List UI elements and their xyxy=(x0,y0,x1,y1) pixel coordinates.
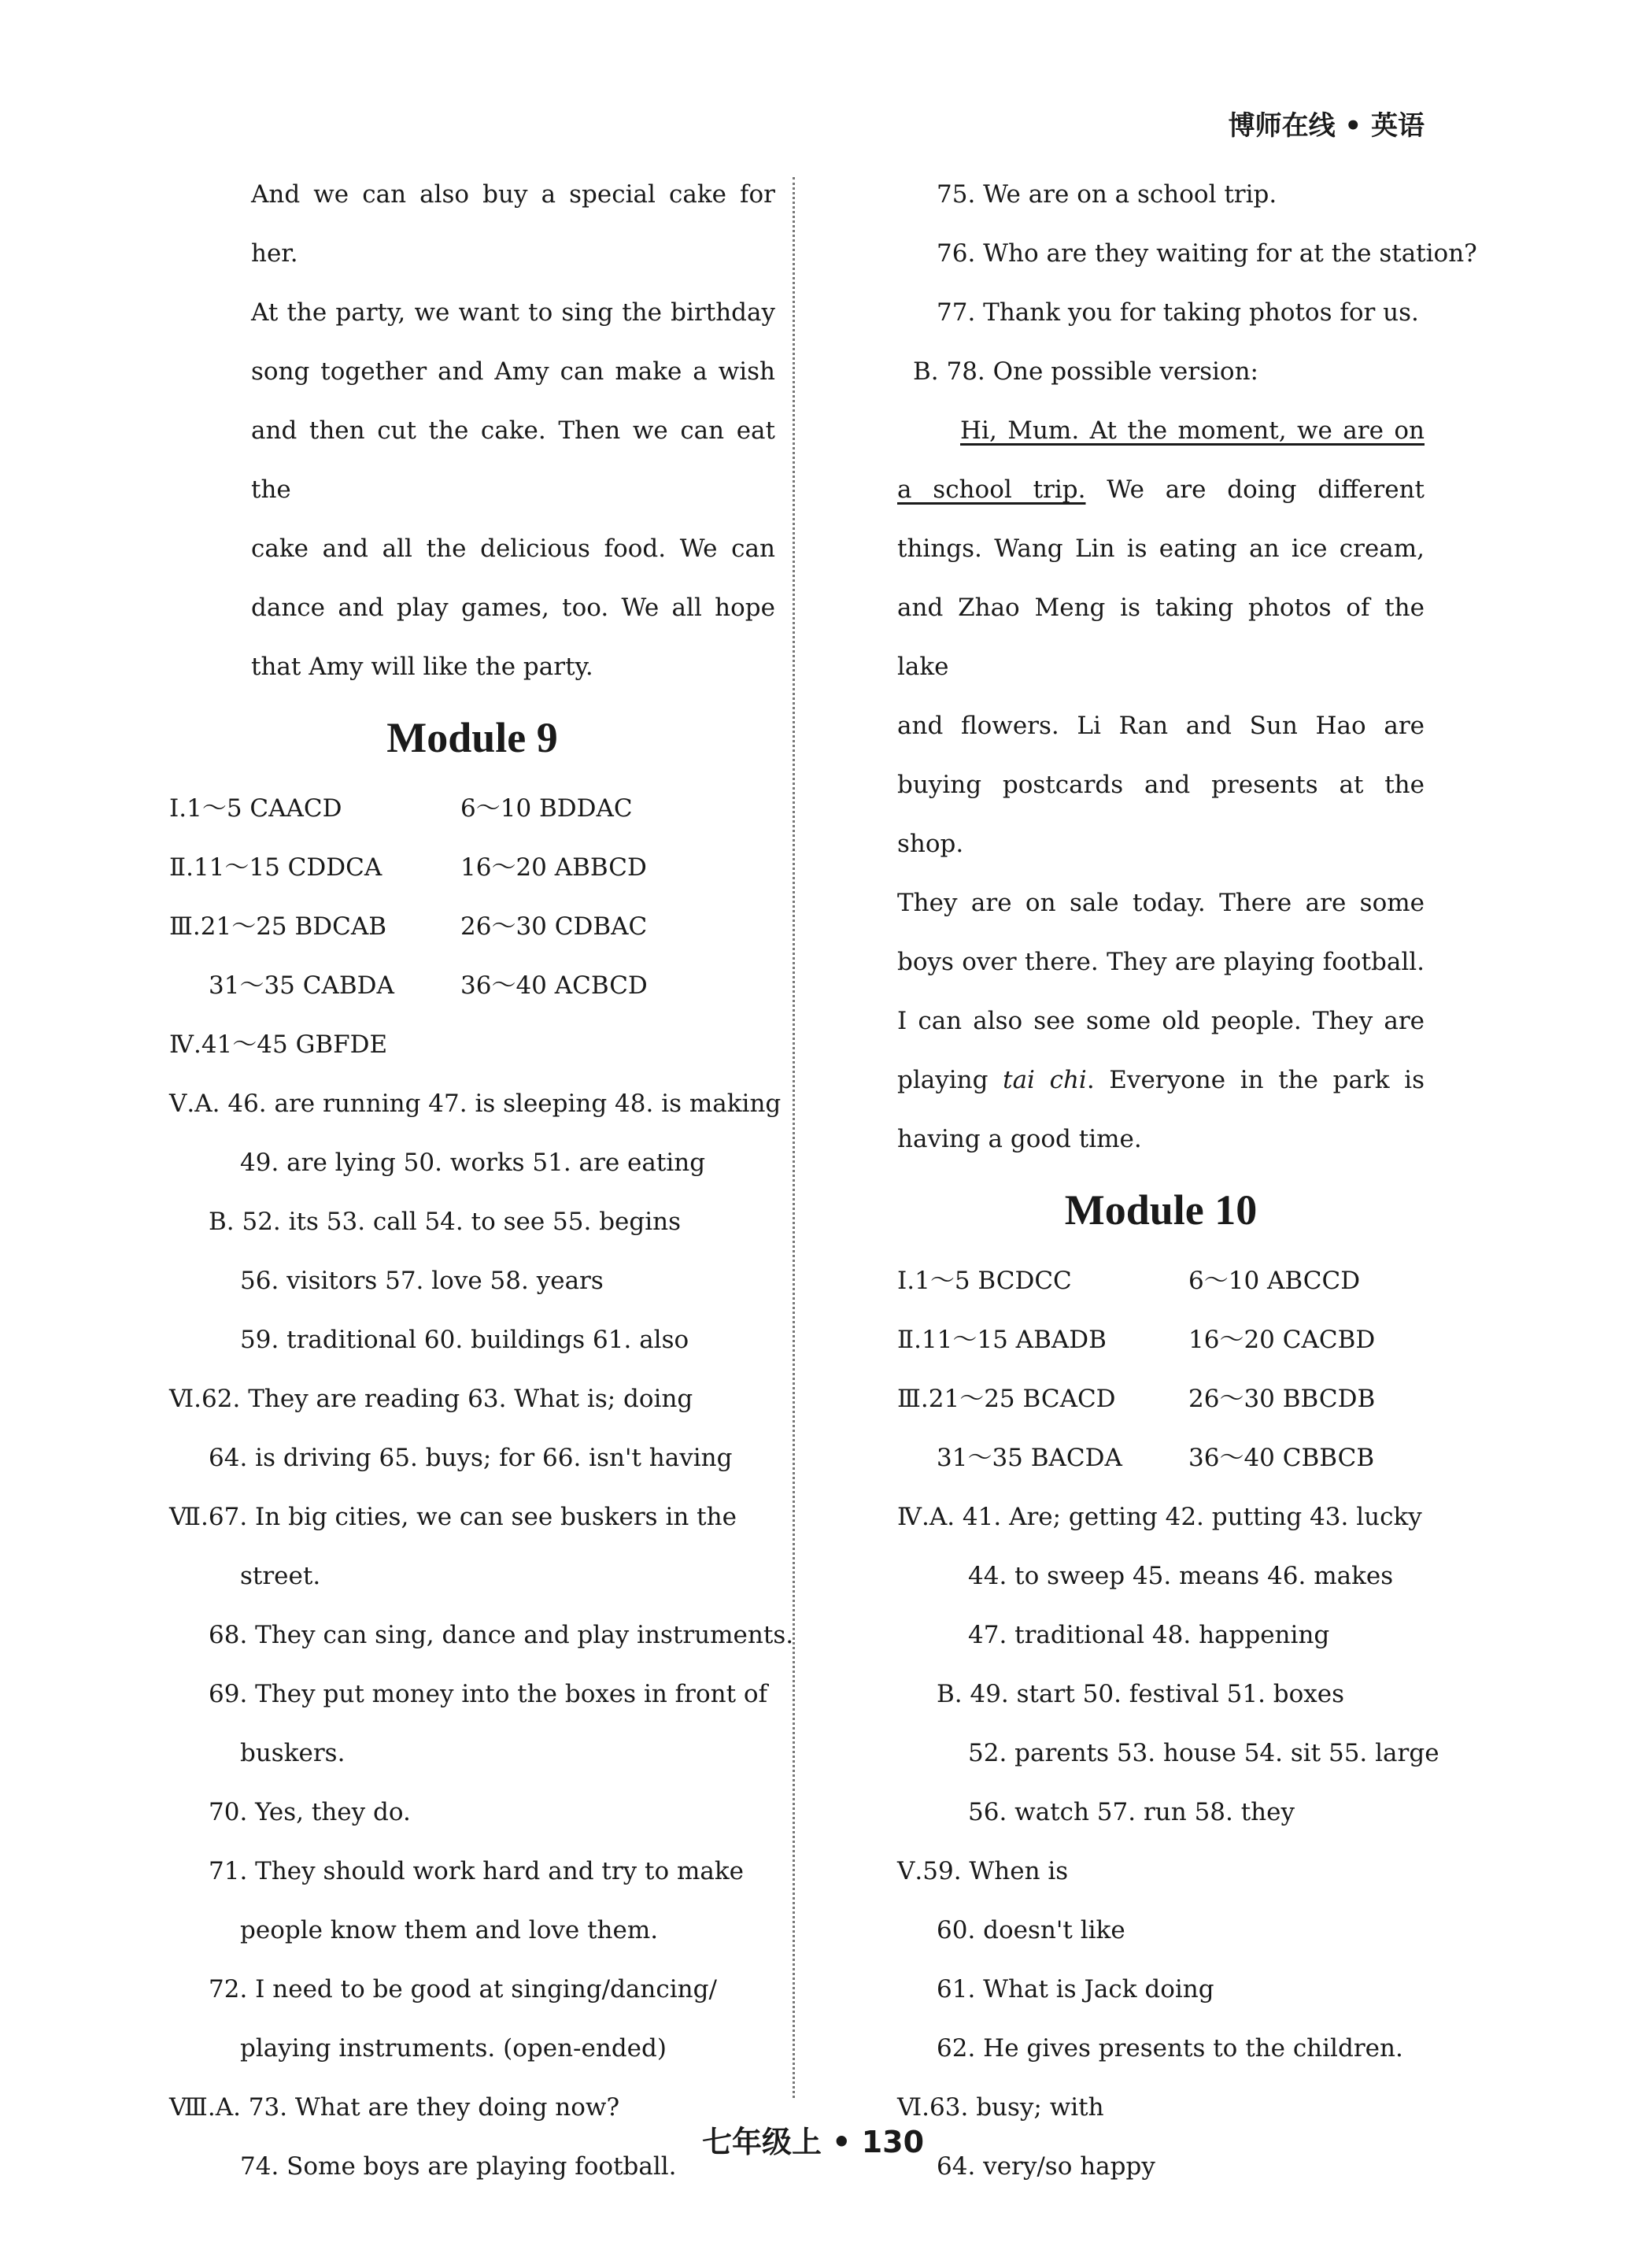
essay-line: boys over there. They are playing football. xyxy=(897,948,1425,976)
answer-row: 71. They should work hard and try to make xyxy=(209,1857,745,1885)
answer-row: Ⅷ.A. 73. What are they doing now? xyxy=(169,2093,620,2122)
answer-row: B. 49. start 50. festival 51. boxes xyxy=(937,1680,1345,1708)
answer-row: 75. We are on a school trip. xyxy=(937,180,1277,209)
answer-row: 76. Who are they waiting for at the station? xyxy=(937,239,1477,268)
essay-line: Hi, Mum. At the moment, we are on xyxy=(960,416,1425,445)
answer-row: Ⅰ.1～5 BCDCC 6～10 ABCCD xyxy=(897,1267,1361,1295)
answer-row: Ⅳ.41～45 GBFDE xyxy=(169,1030,388,1059)
page-header: 博师在线 • 英语 xyxy=(1228,110,1425,142)
answer-row: 31～35 BACDA 36～40 CBBCB xyxy=(937,1444,1375,1472)
answer-row: Ⅴ.A. 46. are running 47. is sleeping 48. is making xyxy=(169,1090,782,1118)
answer-row: 52. parents 53. house 54. sit 55. large xyxy=(968,1739,1439,1767)
answer-row: Ⅲ.21～25 BCACD 26～30 BBCDB xyxy=(897,1385,1376,1413)
answer-row: 74. Some boys are playing football. xyxy=(240,2152,677,2181)
answer-row: 62. He gives presents to the children. xyxy=(937,2034,1403,2063)
answer-row: 59. traditional 60. buildings 61. also xyxy=(240,1326,689,1354)
answer-row: Ⅵ.62. They are reading 63. What is; doing xyxy=(169,1385,693,1413)
answer-row: Ⅰ.1～5 CAACD 6～10 BDDAC xyxy=(169,794,633,823)
answer-row: 47. traditional 48. happening xyxy=(968,1621,1330,1649)
essay-line: buying postcards and presents at the shop. xyxy=(897,771,1425,858)
answer-row: 61. What is Jack doing xyxy=(937,1975,1214,2003)
essay-line: and Zhao Meng is taking photos of the lake xyxy=(897,594,1425,681)
answer-row: Ⅵ.63. busy; with xyxy=(897,2093,1104,2122)
answer-row: 49. are lying 50. works 51. are eating xyxy=(240,1149,706,1177)
page-footer: 七年级上 • 130 xyxy=(701,2125,925,2159)
essay-line: a school trip. We are doing different xyxy=(897,475,1425,504)
column-divider xyxy=(793,177,795,2098)
text-line: At the party, we want to sing the birthday xyxy=(251,298,775,327)
answer-row: Ⅱ.11～15 ABADB 16～20 CACBD xyxy=(897,1326,1376,1354)
answer-row: 56. visitors 57. love 58. years xyxy=(240,1267,604,1295)
answer-row: 64. very/so happy xyxy=(937,2152,1155,2181)
answer-row: Ⅲ.21～25 BDCAB 26～30 CDBAC xyxy=(169,912,648,941)
party-paragraph xyxy=(169,165,775,697)
answer-row: B. 78. One possible version: xyxy=(913,357,1258,386)
essay-line: and flowers. Li Ran and Sun Hao are xyxy=(897,712,1425,740)
answer-row: 77. Thank you for taking photos for us. xyxy=(937,298,1419,327)
essay-line: They are on sale today. There are some xyxy=(897,889,1425,917)
answer-row: 56. watch 57. run 58. they xyxy=(968,1798,1295,1826)
essay-line: having a good time. xyxy=(897,1125,1142,1153)
answer-row: Ⅴ.59. When is xyxy=(897,1857,1069,1885)
right-column xyxy=(897,165,1477,2196)
essay-line: things. Wang Lin is eating an ice cream, xyxy=(897,535,1425,563)
text-line: dance and play games, too. We all hope xyxy=(251,594,775,622)
text-line: cake and all the delicious food. We can xyxy=(251,535,775,563)
sample-essay xyxy=(897,401,1425,1169)
text-line: that Amy will like the party. xyxy=(251,653,593,681)
text-line: and then cut the cake. Then we can eat the xyxy=(251,416,775,504)
answer-row: 69. They put money into the boxes in front of xyxy=(209,1680,768,1708)
left-column xyxy=(169,165,794,2196)
answer-row: 44. to sweep 45. means 46. makes xyxy=(968,1562,1394,1590)
answer-row: 31～35 CABDA 36～40 ACBCD xyxy=(209,971,648,1000)
text-line: And we can also buy a special cake for her. xyxy=(251,180,775,268)
answer-row: Ⅱ.11～15 CDDCA 16～20 ABBCD xyxy=(169,853,647,882)
answer-row: playing instruments. (open-ended) xyxy=(240,2034,667,2063)
answer-row: 72. I need to be good at singing/dancing/ xyxy=(209,1975,717,2003)
essay-line: playing tai chi. Everyone in the park is xyxy=(897,1066,1425,1094)
answer-row: 70. Yes, they do. xyxy=(209,1798,411,1826)
answer-row: 60. doesn't like xyxy=(937,1916,1125,1944)
answer-row: Ⅶ.67. In big cities, we can see buskers in the xyxy=(169,1503,737,1531)
answer-row: buskers. xyxy=(240,1739,346,1767)
text-line: song together and Amy can make a wish xyxy=(251,357,775,386)
answer-row: Ⅳ.A. 41. Are; getting 42. putting 43. lucky xyxy=(897,1503,1422,1531)
answer-row: B. 52. its 53. call 54. to see 55. begins xyxy=(209,1208,682,1236)
answer-row: 68. They can sing, dance and play instruments. xyxy=(209,1621,794,1649)
module-9-title: Module 9 xyxy=(386,714,558,761)
answer-row: people know them and love them. xyxy=(240,1916,659,1944)
module-10-title: Module 10 xyxy=(1064,1186,1258,1234)
answer-row: 64. is driving 65. buys; for 66. isn't having xyxy=(209,1444,733,1472)
answer-row: street. xyxy=(240,1562,321,1590)
essay-line: I can also see some old people. They are xyxy=(897,1007,1425,1035)
